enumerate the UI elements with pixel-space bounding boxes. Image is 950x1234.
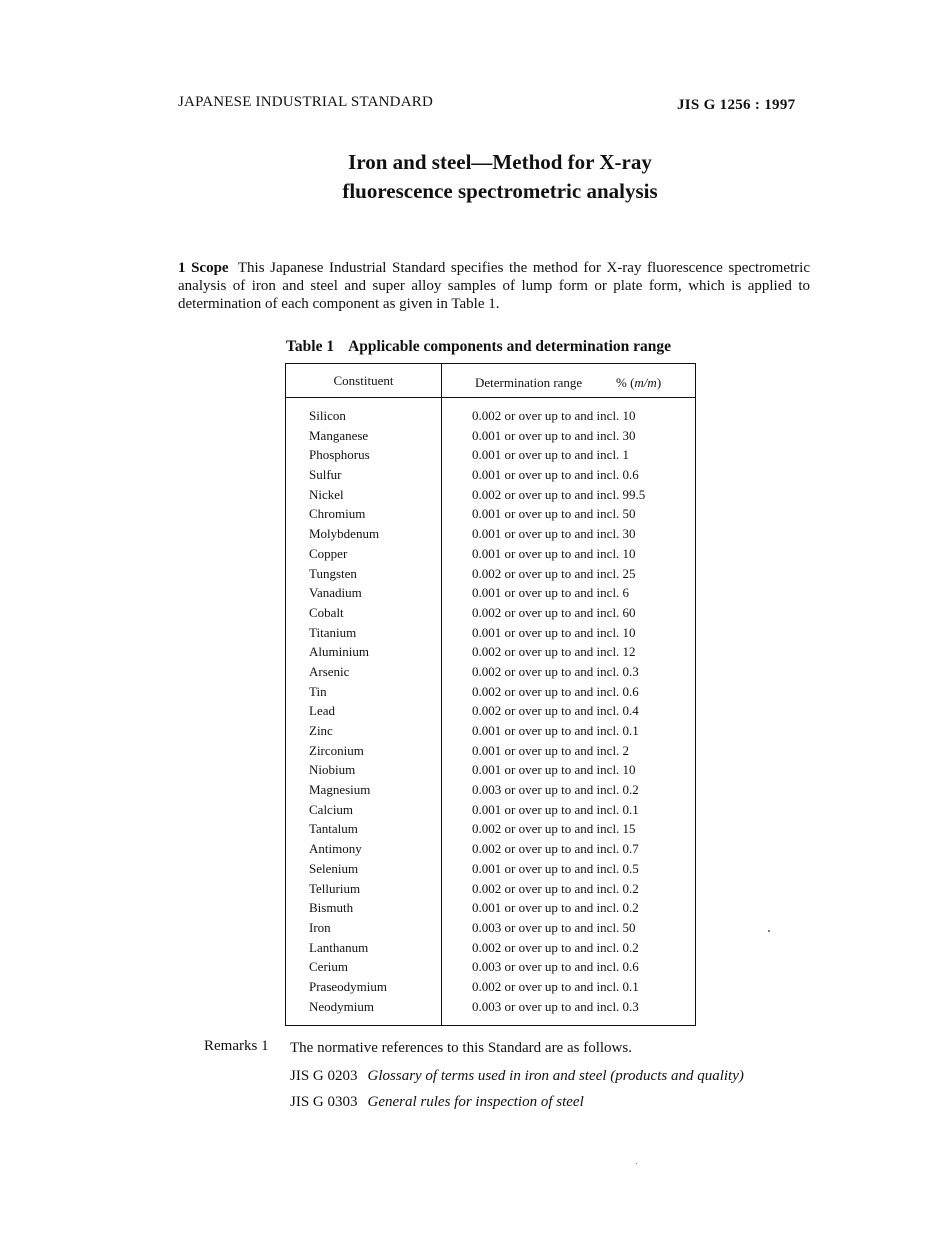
unit-prefix: % ( — [616, 375, 635, 390]
range-cell: 0.001 or over up to and incl. 0.1 — [472, 723, 639, 738]
constituent-cell: Niobium — [309, 762, 356, 778]
table-caption — [286, 338, 671, 356]
constituent-cell: Chromium — [309, 506, 366, 522]
range-cell: 0.001 or over up to and incl. 1 — [472, 447, 630, 463]
table-row — [286, 406, 695, 426]
constituent-cell: Iron — [309, 919, 331, 935]
range-cell: 0.002 or over up to and incl. 0.4 — [472, 703, 639, 719]
reference-title: Glossary of terms used in iron and steel (products and quality) — [367, 1068, 744, 1084]
range-cell: 0.001 or over up to and incl. 2 — [472, 742, 630, 758]
constituent-cell: Copper — [309, 545, 348, 561]
table-row — [286, 662, 695, 682]
unit-italic: m/m — [634, 375, 657, 390]
constituent-cell: Tantalum — [309, 821, 358, 837]
standard-code: JIS G 1256 : 1997 — [677, 97, 796, 113]
range-cell: 0.002 or over up to and incl. 0.2 — [472, 939, 639, 955]
table-row — [286, 623, 695, 643]
scope-paragraph — [178, 259, 810, 313]
title-line-2: fluorescence spectrometric analysis — [342, 179, 658, 203]
range-cell: 0.001 or over up to and incl. 0.5 — [472, 860, 639, 876]
range-cell: 0.002 or over up to and incl. 10 — [472, 408, 636, 423]
constituent-cell: Zinc — [309, 723, 333, 738]
scope-text: This Japanese Industrial Standard specifies the method for X-ray fluorescence spectrometric analysis of iron and steel and super alloy samples of lump form or plate form, which is applied to determination of each component as given in Table 1. — [178, 260, 810, 312]
table-row — [286, 819, 695, 839]
table-row — [286, 465, 695, 485]
table-number: Table 1 — [286, 338, 335, 355]
table-row — [286, 800, 695, 820]
table-row — [286, 760, 695, 780]
range-cell: 0.001 or over up to and incl. 0.1 — [472, 801, 639, 817]
scan-speck — [636, 1163, 637, 1164]
range-cell: 0.001 or over up to and incl. 6 — [472, 585, 630, 601]
header-unit — [616, 375, 661, 391]
table-row — [286, 701, 695, 721]
constituent-cell: Aluminium — [309, 644, 369, 660]
table-row — [286, 938, 695, 958]
table-row — [286, 859, 695, 879]
table-row — [286, 524, 695, 544]
remarks-label: Remarks 1 — [204, 1038, 269, 1054]
constituent-cell: Bismuth — [309, 900, 354, 916]
range-cell: 0.002 or over up to and incl. 0.1 — [472, 978, 639, 994]
table-body — [286, 406, 695, 1016]
range-cell: 0.002 or over up to and incl. 0.7 — [472, 841, 639, 857]
constituent-cell: Arsenic — [309, 663, 350, 679]
range-cell: 0.001 or over up to and incl. 50 — [472, 506, 636, 522]
range-cell: 0.002 or over up to and incl. 60 — [472, 604, 636, 620]
reference-code: JIS G 0203 — [290, 1068, 358, 1084]
table-row — [286, 977, 695, 997]
reference-title: General rules for inspection of steel — [367, 1094, 584, 1110]
constituent-cell: Antimony — [309, 841, 362, 857]
constituent-cell: Titanium — [309, 624, 357, 640]
range-cell: 0.002 or over up to and incl. 0.3 — [472, 663, 639, 679]
constituent-cell: Tellurium — [309, 880, 361, 896]
constituent-cell: Calcium — [309, 801, 354, 817]
table-row — [286, 603, 695, 623]
range-cell: 0.001 or over up to and incl. 0.2 — [472, 900, 639, 916]
range-cell: 0.003 or over up to and incl. 0.6 — [472, 959, 639, 975]
table-row — [286, 642, 695, 662]
constituent-cell: Tin — [309, 683, 327, 699]
constituent-cell: Sulfur — [309, 467, 342, 483]
table-row — [286, 564, 695, 584]
reference-item — [290, 1094, 584, 1111]
table-row — [286, 997, 695, 1017]
page-title — [250, 148, 750, 206]
constituent-cell: Praseodymium — [309, 978, 387, 994]
header-determination-range: Determination range — [475, 375, 583, 390]
unit-suffix: ) — [656, 375, 662, 390]
constituent-cell: Neodymium — [309, 998, 374, 1014]
constituent-cell: Nickel — [309, 486, 344, 502]
range-cell: 0.002 or over up to and incl. 25 — [472, 565, 636, 581]
constituent-cell: Magnesium — [309, 782, 371, 798]
table-row — [286, 682, 695, 702]
range-cell: 0.001 or over up to and incl. 10 — [472, 624, 636, 640]
header-constituent: Constituent — [333, 373, 394, 388]
range-cell: 0.001 or over up to and incl. 30 — [472, 526, 636, 542]
range-cell: 0.001 or over up to and incl. 0.6 — [472, 467, 639, 483]
table-row — [286, 780, 695, 800]
table-row — [286, 504, 695, 524]
constituent-cell: Lanthanum — [309, 939, 369, 955]
range-cell: 0.001 or over up to and incl. 10 — [472, 545, 636, 561]
reference-item — [290, 1068, 744, 1085]
reference-code: JIS G 0303 — [290, 1094, 358, 1110]
range-cell: 0.003 or over up to and incl. 50 — [472, 919, 636, 935]
range-cell: 0.002 or over up to and incl. 99.5 — [472, 486, 646, 502]
constituent-cell: Molybdenum — [309, 526, 380, 542]
range-cell: 0.001 or over up to and incl. 30 — [472, 427, 636, 443]
constituent-cell: Vanadium — [309, 585, 362, 601]
table-row — [286, 918, 695, 938]
organization-header: JAPANESE INDUSTRIAL STANDARD — [178, 94, 433, 110]
range-cell: 0.003 or over up to and incl. 0.2 — [472, 782, 639, 798]
constituent-cell: Zirconium — [309, 742, 364, 758]
range-cell: 0.001 or over up to and incl. 10 — [472, 762, 636, 778]
table-row — [286, 839, 695, 859]
constituent-cell: Manganese — [309, 427, 369, 443]
range-cell: 0.002 or over up to and incl. 0.6 — [472, 683, 639, 699]
table-row — [286, 741, 695, 761]
table-title: Applicable components and determination range — [348, 338, 672, 355]
constituent-cell: Cerium — [309, 959, 348, 975]
range-cell: 0.003 or over up to and incl. 0.3 — [472, 998, 639, 1014]
table-row — [286, 445, 695, 465]
table-row — [286, 485, 695, 505]
remarks-text: The normative references to this Standard are as follows. — [290, 1040, 632, 1056]
range-cell: 0.002 or over up to and incl. 12 — [472, 644, 636, 660]
constituent-cell: Phosphorus — [309, 447, 370, 463]
constituent-cell: Selenium — [309, 860, 359, 876]
constituent-cell: Lead — [309, 703, 335, 719]
range-cell: 0.002 or over up to and incl. 15 — [472, 821, 636, 837]
table-row — [286, 721, 695, 741]
scan-speck — [768, 930, 770, 932]
range-cell: 0.002 or over up to and incl. 0.2 — [472, 880, 639, 896]
scope-heading: 1 Scope — [178, 260, 229, 276]
table-row — [286, 879, 695, 899]
table-row — [286, 957, 695, 977]
table-row — [286, 426, 695, 446]
table-row — [286, 583, 695, 603]
constituent-cell: Cobalt — [309, 604, 344, 620]
table-row — [286, 544, 695, 564]
constituent-cell: Silicon — [309, 408, 346, 423]
header-divider — [286, 397, 695, 398]
components-table — [285, 363, 696, 1026]
table-row — [286, 898, 695, 918]
constituent-cell: Tungsten — [309, 565, 357, 581]
title-line-1: Iron and steel—Method for X-ray — [348, 150, 652, 174]
